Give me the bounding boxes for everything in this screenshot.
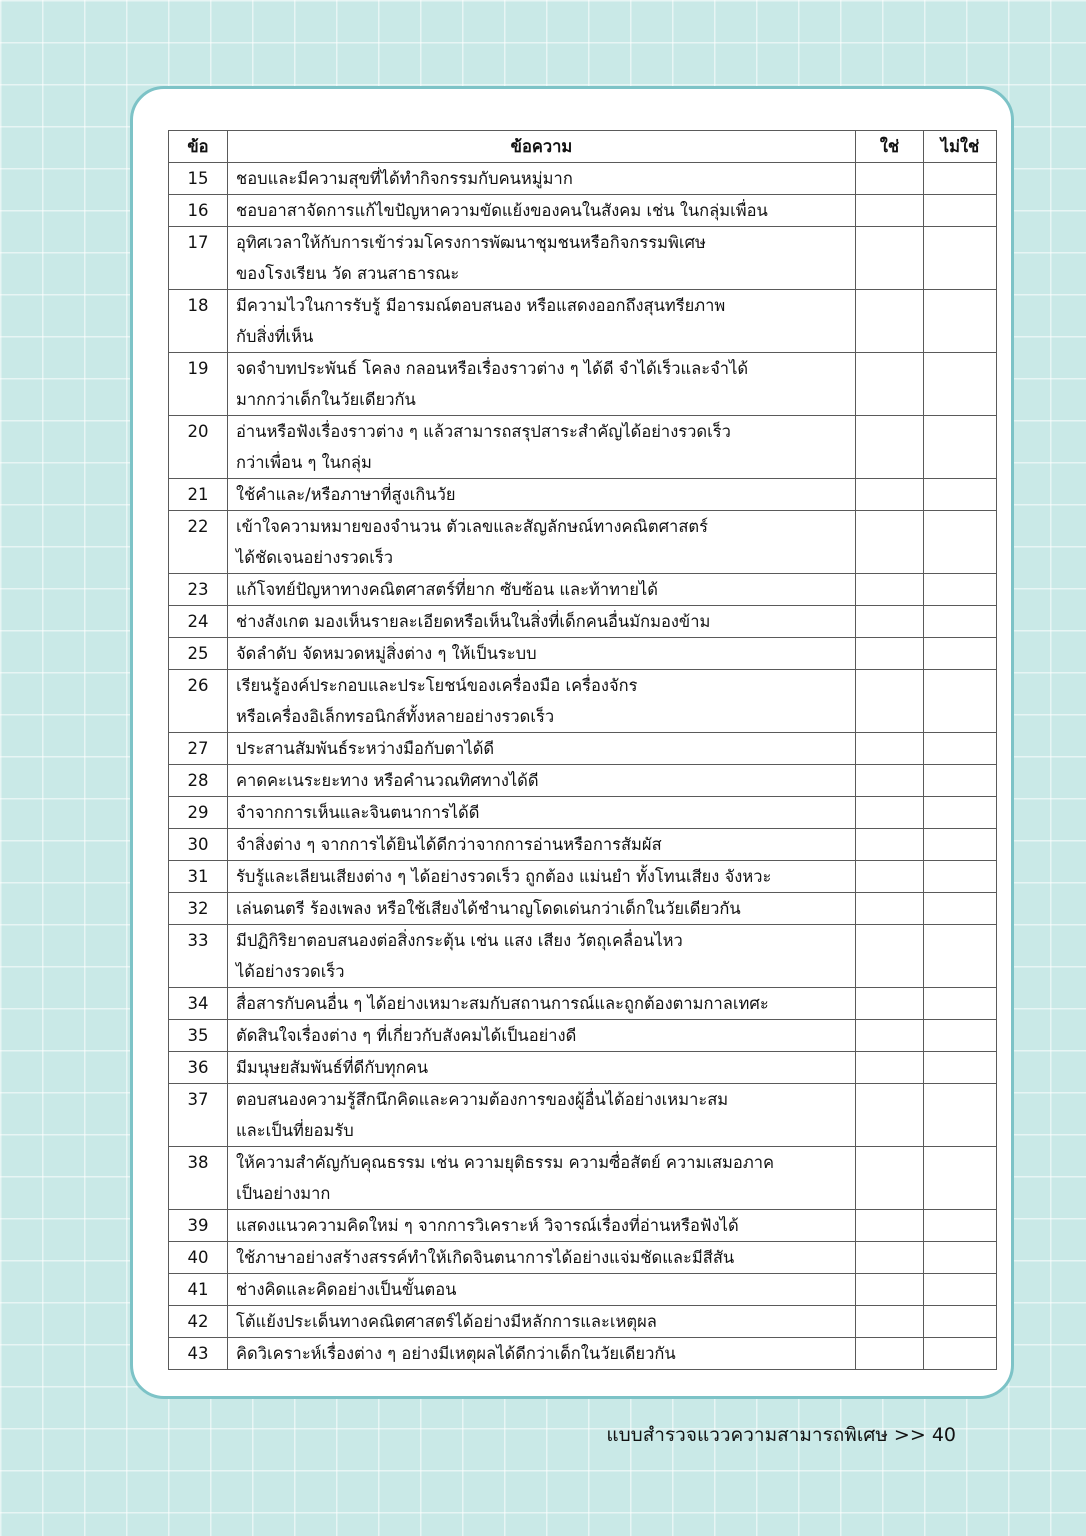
row-statement [228,163,856,195]
row-number: 19 [169,353,228,416]
table-row [169,765,997,797]
row-statement [228,797,856,829]
yes-answer-cell[interactable] [856,1306,924,1338]
no-answer-cell[interactable] [924,733,997,765]
row-statement [228,765,856,797]
row-number: 27 [169,733,228,765]
row-statement [228,1338,856,1370]
row-statement [228,1242,856,1274]
no-answer-cell[interactable] [924,670,997,733]
yes-answer-cell[interactable] [856,353,924,416]
yes-answer-cell[interactable] [856,1338,924,1370]
no-answer-cell[interactable] [924,1274,997,1306]
no-answer-cell[interactable] [924,1210,997,1242]
row-statement [228,1084,856,1147]
header-number: ข้อ [169,131,228,163]
statement-line: ประสานสัมพันธ์ระหว่างมือกับตาได้ดี [236,739,495,758]
table-row [169,797,997,829]
statement-line: อ่านหรือฟังเรื่องราวต่าง ๆ แล้วสามารถสรุปสาระสำคัญได้อย่างรวดเร็ว [236,422,731,441]
statement-line: จำสิ่งต่าง ๆ จากการได้ยินได้ดีกว่าจากการอ่านหรือการสัมผัส [236,835,662,854]
no-answer-cell[interactable] [924,1306,997,1338]
table-row [169,988,997,1020]
row-statement [228,1147,856,1210]
statement-line: จัดลำดับ จัดหมวดหมู่สิ่งต่าง ๆ ให้เป็นระบบ [236,644,537,663]
row-number: 16 [169,195,228,227]
table-row [169,1242,997,1274]
no-answer-cell[interactable] [924,416,997,479]
row-number: 18 [169,290,228,353]
row-number: 38 [169,1147,228,1210]
no-answer-cell[interactable] [924,353,997,416]
row-statement [228,925,856,988]
header-statement: ข้อความ [228,131,856,163]
row-number: 35 [169,1020,228,1052]
table-row [169,1052,997,1084]
statement-line: ให้ความสำคัญกับคุณธรรม เช่น ความยุติธรรม ความซื่อสัตย์ ความเสมอภาค [236,1153,775,1172]
statement-line: คิดวิเคราะห์เรื่องต่าง ๆ อย่างมีเหตุผลได้ดีกว่าเด็กในวัยเดียวกัน [236,1344,676,1363]
yes-answer-cell[interactable] [856,606,924,638]
yes-answer-cell[interactable] [856,670,924,733]
yes-answer-cell[interactable] [856,1274,924,1306]
statement-line: เรียนรู้องค์ประกอบและประโยชน์ของเครื่องมือ เครื่องจักร [236,676,638,695]
row-statement [228,829,856,861]
row-number: 24 [169,606,228,638]
statement-line: และเป็นที่ยอมรับ [236,1121,354,1140]
table-row [169,670,997,733]
yes-answer-cell[interactable] [856,1052,924,1084]
row-statement [228,416,856,479]
table-row [169,416,997,479]
row-number: 15 [169,163,228,195]
statement-line: เล่นดนตรี ร้องเพลง หรือใช้เสียงได้ชำนาญโดดเด่นกว่าเด็กในวัยเดียวกัน [236,899,741,918]
yes-answer-cell[interactable] [856,1147,924,1210]
yes-answer-cell[interactable] [856,1020,924,1052]
row-number: 40 [169,1242,228,1274]
table-row [169,1210,997,1242]
header-yes: ใช่ [856,131,924,163]
no-answer-cell[interactable] [924,1084,997,1147]
statement-line: ตอบสนองความรู้สึกนึกคิดและความต้องการของผู้อื่นได้อย่างเหมาะสม [236,1090,729,1109]
statement-line: ได้อย่างรวดเร็ว [236,962,345,981]
row-statement [228,1210,856,1242]
yes-answer-cell[interactable] [856,925,924,988]
statement-line: อุทิศเวลาให้กับการเข้าร่วมโครงการพัฒนาชุมชนหรือกิจกรรมพิเศษ [236,233,706,252]
yes-answer-cell[interactable] [856,195,924,227]
row-number: 32 [169,893,228,925]
row-number: 31 [169,861,228,893]
no-answer-cell[interactable] [924,861,997,893]
row-statement [228,1020,856,1052]
row-number: 25 [169,638,228,670]
row-number: 30 [169,829,228,861]
statement-line: ชอบอาสาจัดการแก้ไขปัญหาความขัดแย้งของคนในสังคม เช่น ในกลุ่มเพื่อน [236,201,768,220]
yes-answer-cell[interactable] [856,893,924,925]
no-answer-cell[interactable] [924,606,997,638]
no-answer-cell[interactable] [924,195,997,227]
row-number: 33 [169,925,228,988]
row-number: 29 [169,797,228,829]
no-answer-cell[interactable] [924,163,997,195]
row-statement [228,290,856,353]
yes-answer-cell[interactable] [856,765,924,797]
row-number: 22 [169,511,228,574]
yes-answer-cell[interactable] [856,1242,924,1274]
row-number: 43 [169,1338,228,1370]
yes-answer-cell[interactable] [856,163,924,195]
row-number: 23 [169,574,228,606]
row-statement [228,606,856,638]
table-row [169,893,997,925]
row-number: 20 [169,416,228,479]
header-no: ไม่ใช่ [924,131,997,163]
row-statement [228,574,856,606]
statement-line: เข้าใจความหมายของจำนวน ตัวเลขและสัญลักษณ์ทางคณิตศาสตร์ [236,517,708,536]
row-number: 28 [169,765,228,797]
table-row [169,925,997,988]
statement-line: กว่าเพื่อน ๆ ในกลุ่ม [236,453,372,472]
no-answer-cell[interactable] [924,829,997,861]
row-statement [228,479,856,511]
table-row [169,1147,997,1210]
row-statement [228,511,856,574]
no-answer-cell[interactable] [924,511,997,574]
yes-answer-cell[interactable] [856,797,924,829]
yes-answer-cell[interactable] [856,511,924,574]
row-statement [228,861,856,893]
table-row [169,638,997,670]
statement-line: จดจำบทประพันธ์ โคลง กลอนหรือเรื่องราวต่าง ๆ ได้ดี จำได้เร็วและจำได้ [236,359,749,378]
statement-line: คาดคะเนระยะทาง หรือคำนวณทิศทางได้ดี [236,771,539,790]
yes-answer-cell[interactable] [856,290,924,353]
yes-answer-cell[interactable] [856,574,924,606]
table-row [169,195,997,227]
statement-line: รับรู้และเลียนเสียงต่าง ๆ ได้อย่างรวดเร็ว ถูกต้อง แม่นยำ ทั้งโทนเสียง จังหวะ [236,867,772,886]
table-row [169,606,997,638]
table-row [169,733,997,765]
statement-line: โต้แย้งประเด็นทางคณิตศาสตร์ได้อย่างมีหลักการและเหตุผล [236,1312,657,1331]
yes-answer-cell[interactable] [856,1084,924,1147]
table-row [169,290,997,353]
yes-answer-cell[interactable] [856,416,924,479]
statement-line: มีปฏิกิริยาตอบสนองต่อสิ่งกระตุ้น เช่น แสง เสียง วัตถุเคลื่อนไหว [236,931,683,950]
yes-answer-cell[interactable] [856,988,924,1020]
table-row [169,511,997,574]
yes-answer-cell[interactable] [856,1210,924,1242]
page-footer: แบบสำรวจแววความสามารถพิเศษ >> 40 [606,1424,956,1446]
statement-line: เป็นอย่างมาก [236,1184,331,1203]
no-answer-cell[interactable] [924,1242,997,1274]
yes-answer-cell[interactable] [856,227,924,290]
statement-line: ช่างคิดและคิดอย่างเป็นขั้นตอน [236,1280,457,1299]
table-row [169,1338,997,1370]
row-statement [228,893,856,925]
no-answer-cell[interactable] [924,797,997,829]
row-number: 26 [169,670,228,733]
row-number: 34 [169,988,228,1020]
table-row [169,479,997,511]
no-answer-cell[interactable] [924,925,997,988]
statement-line: กับสิ่งที่เห็น [236,327,314,346]
no-answer-cell[interactable] [924,290,997,353]
row-statement [228,1306,856,1338]
statement-line: แสดงแนวความคิดใหม่ ๆ จากการวิเคราะห์ วิจารณ์เรื่องที่อ่านหรือฟังได้ [236,1216,739,1235]
row-number: 42 [169,1306,228,1338]
row-number: 39 [169,1210,228,1242]
yes-answer-cell[interactable] [856,861,924,893]
table-header-row [169,131,997,163]
survey-table [168,130,997,1370]
yes-answer-cell[interactable] [856,829,924,861]
table-row [169,227,997,290]
statement-line: มีความไวในการรับรู้ มีอารมณ์ตอบสนอง หรือแสดงออกถึงสุนทรียภาพ [236,296,726,315]
table-row [169,1020,997,1052]
table-row [169,1084,997,1147]
row-statement [228,670,856,733]
yes-answer-cell[interactable] [856,733,924,765]
statement-line: แก้โจทย์ปัญหาทางคณิตศาสตร์ที่ยาก ซับซ้อน และท้าทายได้ [236,580,658,599]
no-answer-cell[interactable] [924,574,997,606]
no-answer-cell[interactable] [924,765,997,797]
no-answer-cell[interactable] [924,638,997,670]
row-statement [228,1052,856,1084]
statement-line: สื่อสารกับคนอื่น ๆ ได้อย่างเหมาะสมกับสถานการณ์และถูกต้องตามกาลเทศะ [236,994,769,1013]
statement-line: ใช้คำและ/หรือภาษาที่สูงเกินวัย [236,485,456,504]
no-answer-cell[interactable] [924,1147,997,1210]
table-row [169,861,997,893]
statement-line: มีมนุษยสัมพันธ์ที่ดีกับทุกคน [236,1058,428,1077]
no-answer-cell[interactable] [924,479,997,511]
no-answer-cell[interactable] [924,1338,997,1370]
row-number: 41 [169,1274,228,1306]
row-number: 21 [169,479,228,511]
yes-answer-cell[interactable] [856,479,924,511]
no-answer-cell[interactable] [924,893,997,925]
no-answer-cell[interactable] [924,1020,997,1052]
row-statement [228,227,856,290]
statement-line: ได้ชัดเจนอย่างรวดเร็ว [236,548,394,567]
table-row [169,1306,997,1338]
statement-line: ชอบและมีความสุขที่ได้ทำกิจกรรมกับคนหมู่มาก [236,169,573,188]
statement-line: ใช้ภาษาอย่างสร้างสรรค์ทำให้เกิดจินตนาการได้อย่างแจ่มชัดและมีสีสัน [236,1248,735,1267]
table-row [169,829,997,861]
row-number: 36 [169,1052,228,1084]
no-answer-cell[interactable] [924,988,997,1020]
table-body [169,163,997,1370]
table-row [169,353,997,416]
no-answer-cell[interactable] [924,227,997,290]
row-statement [228,733,856,765]
yes-answer-cell[interactable] [856,638,924,670]
no-answer-cell[interactable] [924,1052,997,1084]
statement-line: มากกว่าเด็กในวัยเดียวกัน [236,390,416,409]
table-row [169,1274,997,1306]
row-number: 37 [169,1084,228,1147]
row-statement [228,988,856,1020]
statement-line: ของโรงเรียน วัด สวนสาธารณะ [236,264,460,283]
table-row [169,163,997,195]
row-statement [228,638,856,670]
table-row [169,574,997,606]
row-number: 17 [169,227,228,290]
statement-line: ช่างสังเกต มองเห็นรายละเอียดหรือเห็นในสิ่งที่เด็กคนอื่นมักมองข้าม [236,612,711,631]
row-statement [228,353,856,416]
row-statement [228,1274,856,1306]
statement-line: หรือเครื่องอิเล็กทรอนิกส์ทั้งหลายอย่างรวดเร็ว [236,707,555,726]
statement-line: ตัดสินใจเรื่องต่าง ๆ ที่เกี่ยวกับสังคมได้เป็นอย่างดี [236,1026,577,1045]
row-statement [228,195,856,227]
statement-line: จำจากการเห็นและจินตนาการได้ดี [236,803,480,822]
